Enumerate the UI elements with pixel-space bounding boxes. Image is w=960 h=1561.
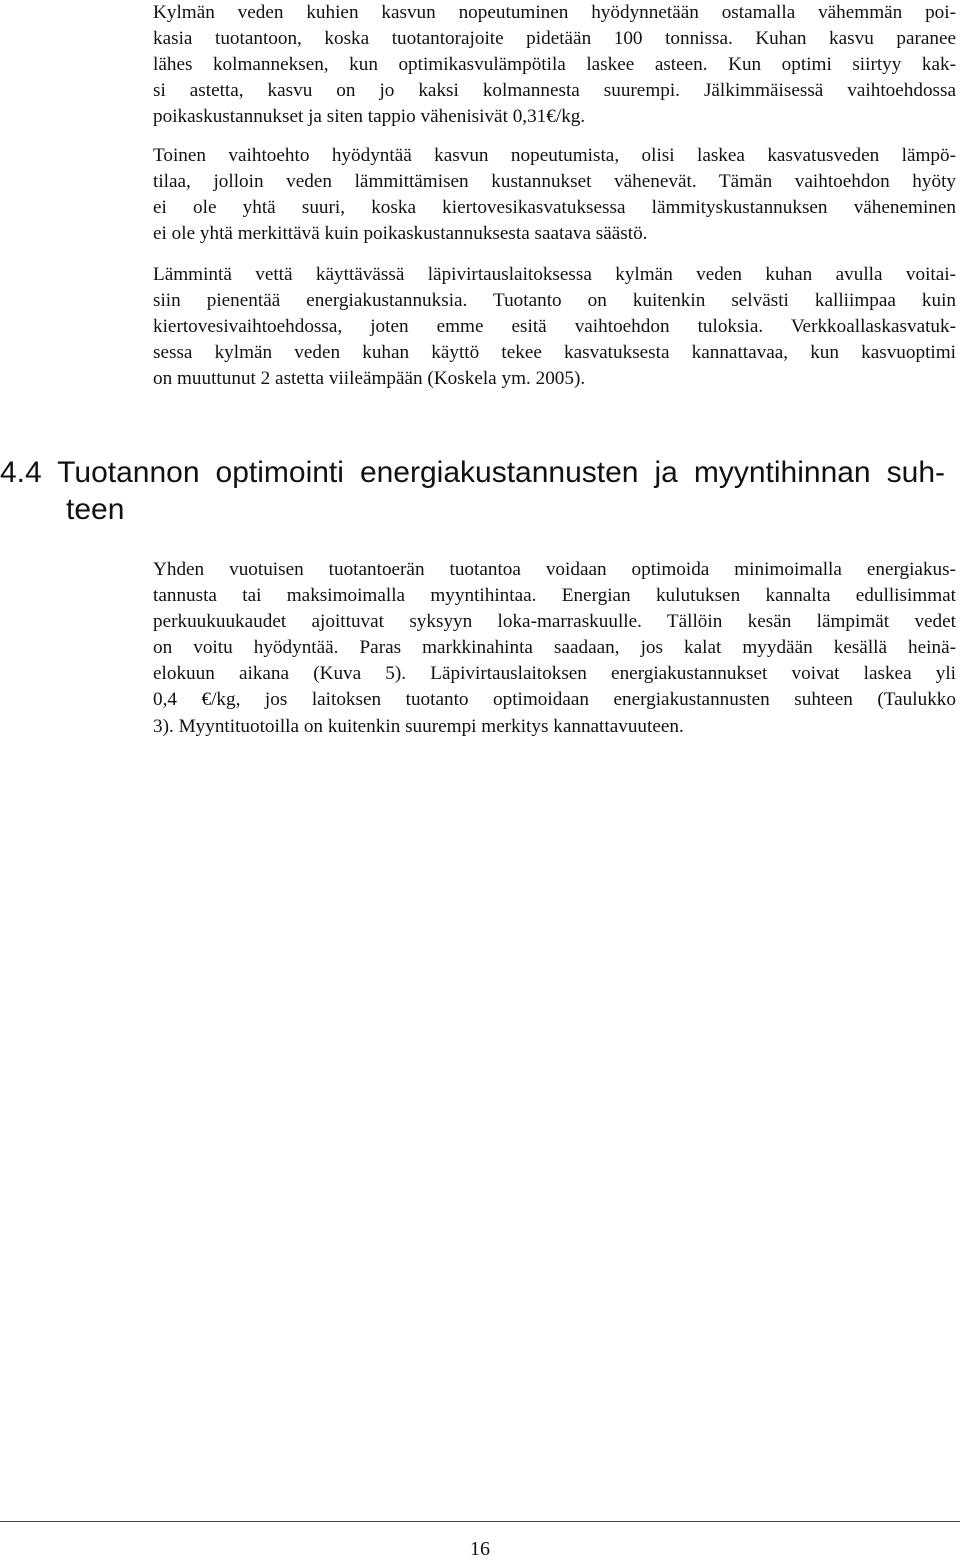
paragraph-line: kiertovesivaihtoehdossa, joten emme esitä vaihtoehdon tuloksia. Verkkoallaskasvatuk- [153,316,956,338]
paragraph-line: ei ole yhtä suuri, koska kiertovesikasvatuksessa lämmityskustannuksen väheneminen [153,197,956,219]
paragraph-line: on voitu hyödyntää. Paras markkinahinta saadaan, jos kalat myydään kesällä heinä- [153,637,956,659]
paragraph-line: kasia tuotantoon, koska tuotantorajoite pidetään 100 tonnissa. Kuhan kasvu paranee [153,28,956,50]
paragraph-line: 3). Myyntituotoilla on kuitenkin suurempi merkitys kannattavuuteen. [153,715,684,737]
paragraph-line: poikaskustannukset ja siten tappio vähenisivät 0,31€/kg. [153,106,586,128]
paragraph-line: ei ole yhtä merkittävä kuin poikaskustannuksesta saatava säästö. [153,223,648,245]
paragraph-line: lähes kolmanneksen, kun optimikasvulämpötila laskee asteen. Kun optimi siirtyy kak- [153,54,956,76]
paragraph-line: sessa kylmän veden kuhan käyttö tekee kasvatuksesta kannattavaa, kun kasvuoptimi [153,342,956,364]
paragraph-line: siin pienentää energiakustannuksia. Tuotanto on kuitenkin selvästi kalliimpaa kuin [153,290,956,312]
paragraph-line: Kylmän veden kuhien kasvun nopeutuminen hyödynnetään ostamalla vähemmän poi- [153,2,956,23]
paragraph-line: si astetta, kasvu on jo kaksi kolmannesta suurempi. Jälkimmäisessä vaihtoehdossa [153,80,956,102]
paragraph-line: elokuun aikana (Kuva 5). Läpivirtauslaitoksen energiakustannukset voivat laskea yli [153,663,956,685]
paragraph-line: tannusta tai maksimoimalla myyntihintaa. Energian kulutuksen kannalta edullisimmat [153,585,956,607]
paragraph-line: perkuukuukaudet ajoittuvat syksyyn loka-marraskuulle. Tällöin kesän lämpimät vedet [153,611,956,633]
paragraph-line: Yhden vuotuisen tuotantoerän tuotantoa voidaan optimoida minimoimalla energiakus- [153,559,956,580]
section-heading-line-2: teen [66,493,125,526]
page-number: 16 [470,1538,490,1560]
paragraph-4 [153,557,956,740]
section-heading-line-1: 4.4 Tuotannon optimointi energiakustannusten ja myyntihinnan suh- [0,456,945,489]
paragraph-line: Lämmintä vettä käyttävässä läpivirtauslaitoksessa kylmän veden kuhan avulla voitai- [153,264,956,285]
paragraph-2 [153,143,956,247]
paragraph-line: on muuttunut 2 astetta viileämpään (Koskela ym. 2005). [153,368,586,390]
paragraph-line: 0,4 €/kg, jos laitoksen tuotanto optimoidaan energiakustannusten suhteen (Taulukko [153,689,956,711]
paragraph-1 [153,0,956,130]
paragraph-line: Toinen vaihtoehto hyödyntää kasvun nopeutumista, olisi laskea kasvatusveden lämpö- [153,145,956,166]
section-heading [0,454,956,528]
paragraph-3 [153,262,956,392]
paragraph-line: tilaa, jolloin veden lämmittämisen kustannukset vähenevät. Tämän vaihtoehdon hyöty [153,171,956,193]
footer-divider [0,1521,960,1522]
